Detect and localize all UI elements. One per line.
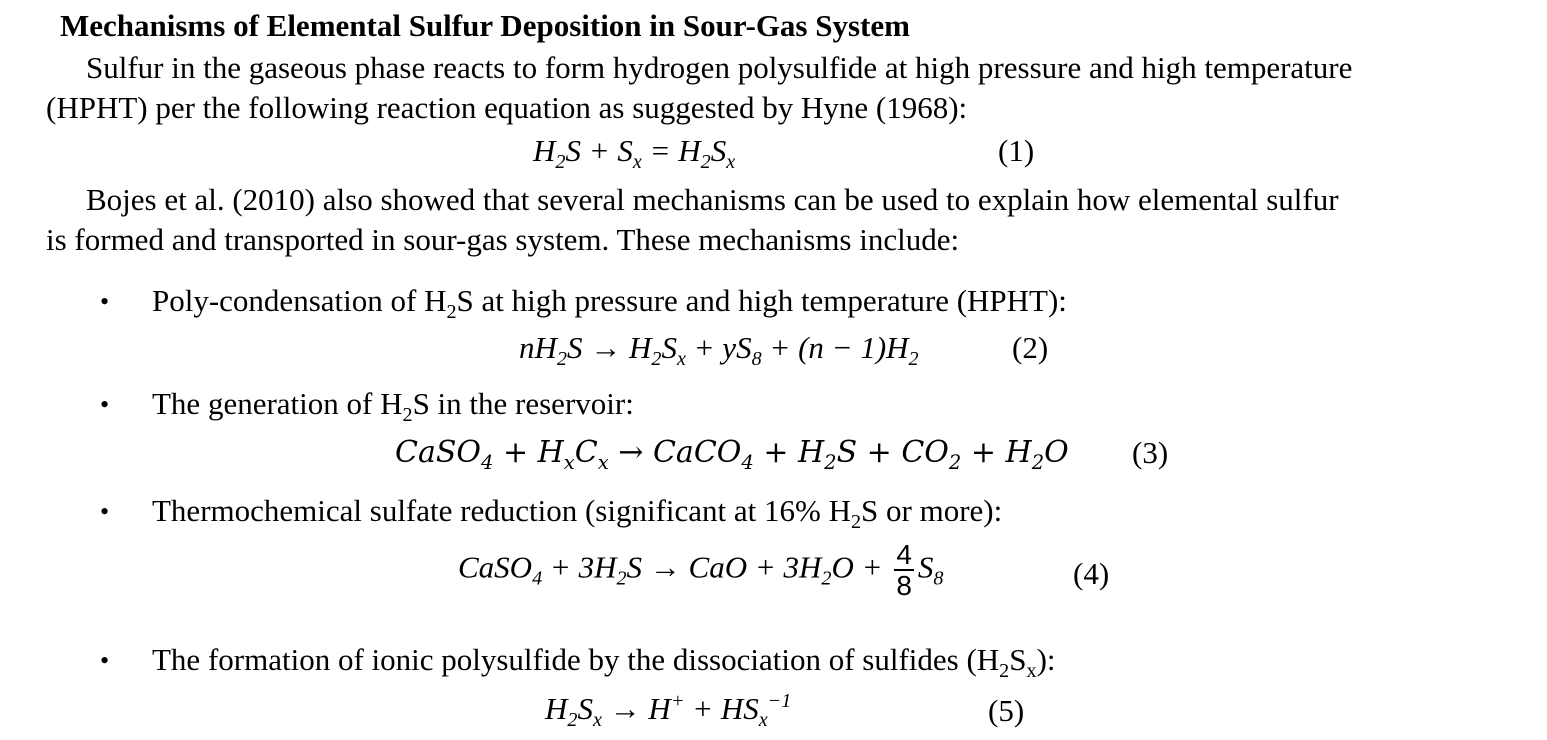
bullet-2-text: The generation of $H_2S$ in the reservoir:: [152, 386, 634, 427]
bullet-4-text: The formation of ionic polysulfide by the dissociation of sulfides $(H_2S_x)$:: [152, 642, 1056, 683]
bullet-marker: •: [100, 497, 110, 526]
paragraph-2-line-1: Bojes et al. (2010) also showed that several mechanisms can be used to explain how elemental sulfur: [86, 182, 1339, 217]
bullet-marker: •: [100, 646, 110, 675]
equation-4-number: (4): [1073, 556, 1110, 591]
bullet-3-text: Thermochemical sulfate reduction (significant at 16% $H_2S$ or more):: [152, 493, 1003, 534]
paragraph-1-line-1: Sulfur in the gaseous phase reacts to form hydrogen polysulfide at high pressure and high temperature: [86, 50, 1353, 85]
bullet-marker: •: [100, 287, 110, 316]
equation-5: $H_2S_x \to H^+ + HS_x^{-1}$: [545, 690, 792, 732]
paragraph-2-line-2: is formed and transported in sour-gas system. These mechanisms include:: [46, 222, 960, 257]
equation-2-number: (2): [1012, 330, 1049, 365]
paragraph-1-line-2: (HPHT) per the following reaction equation as suggested by Hyne (1968):: [46, 90, 968, 125]
section-title: Mechanisms of Elemental Sulfur Deposition in Sour-Gas System: [60, 8, 910, 43]
equation-2: $nH_2S \to H_2S_x + yS_8 + (n - 1)H_2$: [519, 330, 919, 371]
bullet-marker: •: [100, 390, 110, 419]
equation-5-number: (5): [988, 693, 1025, 728]
equation-4: CaSO$_4$ + $3H_2S$ → CaO + $3H_2O$ + $\frac{4}{8}$ $S_8$: [458, 539, 944, 602]
equation-3-number: (3): [1132, 435, 1169, 470]
bullet-1-text: Poly-condensation of $H_2S$ at high pressure and high temperature (HPHT):: [152, 283, 1067, 324]
fraction: $\frac{4}{8}$: [896, 539, 912, 602]
equation-1: $H_2S + S_x = H_2S_x$: [533, 133, 736, 174]
equation-3: CaSO$_4$ + $H_xC_x$ → CaCO$_4$ + $H_2S + CO_2 + H_2O$: [395, 435, 1069, 474]
equation-1-number: (1): [998, 133, 1035, 168]
